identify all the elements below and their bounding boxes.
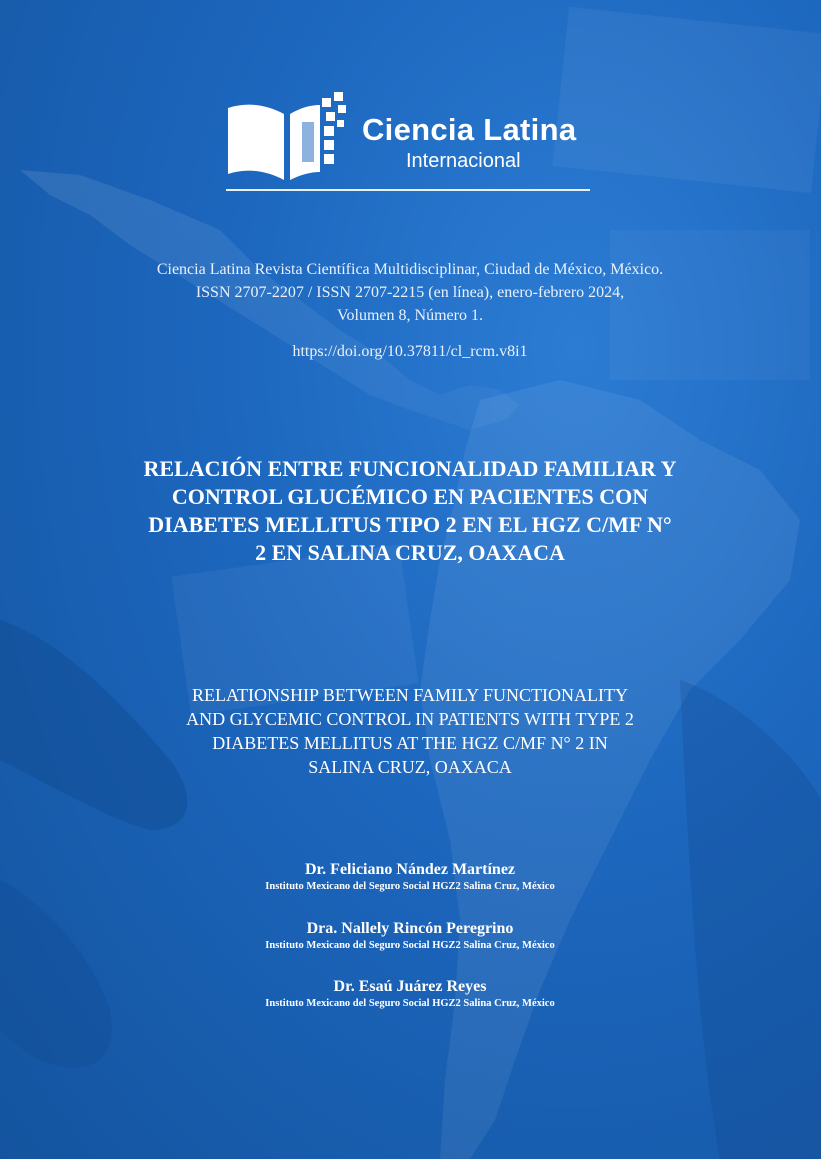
- title-english: [80, 683, 740, 779]
- author-3: [160, 977, 660, 1010]
- logo-subtitle: Internacional: [406, 150, 521, 172]
- open-book-icon: [222, 92, 352, 186]
- logo-divider: [226, 189, 590, 191]
- author-name: Dra. Nallely Rincón Peregrino: [306, 920, 514, 937]
- author-name: Dr. Feliciano Nández Martínez: [304, 861, 516, 878]
- title-line: SALINA CRUZ, OAXACA: [308, 757, 512, 777]
- author-2: [160, 919, 660, 952]
- author-affiliation: Instituto Mexicano del Seguro Social HGZ2 Salina Cruz, México: [265, 998, 555, 1009]
- journal-line: Ciencia Latina Revista Científica Multidisciplinar, Ciudad de México, México.: [156, 261, 664, 278]
- author-1: [160, 860, 660, 893]
- ciencia-latina-logo: [222, 92, 602, 196]
- author-name: Dr. Esaú Juárez Reyes: [333, 978, 487, 995]
- title-line: CONTROL GLUCÉMICO EN PACIENTES CON: [171, 484, 649, 509]
- author-affiliation: Instituto Mexicano del Seguro Social HGZ2 Salina Cruz, México: [265, 881, 555, 892]
- title-line: RELATIONSHIP BETWEEN FAMILY FUNCTIONALITY: [192, 685, 628, 705]
- author-affiliation: Instituto Mexicano del Seguro Social HGZ2 Salina Cruz, México: [265, 940, 555, 951]
- title-spanish: [80, 455, 740, 567]
- journal-line: ISSN 2707-2207 / ISSN 2707-2215 (en línea), enero-febrero 2024,: [195, 284, 625, 301]
- title-line: 2 EN SALINA CRUZ, OAXACA: [255, 540, 565, 565]
- logo-name: Ciencia Latina: [362, 112, 577, 147]
- doi-link[interactable]: https://doi.org/10.37811/cl_rcm.v8i1: [292, 343, 528, 360]
- title-line: DIABETES MELLITUS TIPO 2 EN EL HGZ C/MF N°: [148, 512, 672, 537]
- title-line: AND GLYCEMIC CONTROL IN PATIENTS WITH TYPE 2: [186, 709, 634, 729]
- journal-line: Volumen 8, Número 1.: [337, 307, 483, 324]
- title-line: DIABETES MELLITUS AT THE HGZ C/MF N° 2 IN: [212, 733, 608, 753]
- title-line: RELACIÓN ENTRE FUNCIONALIDAD FAMILIAR Y: [143, 456, 677, 481]
- journal-info: [60, 258, 760, 327]
